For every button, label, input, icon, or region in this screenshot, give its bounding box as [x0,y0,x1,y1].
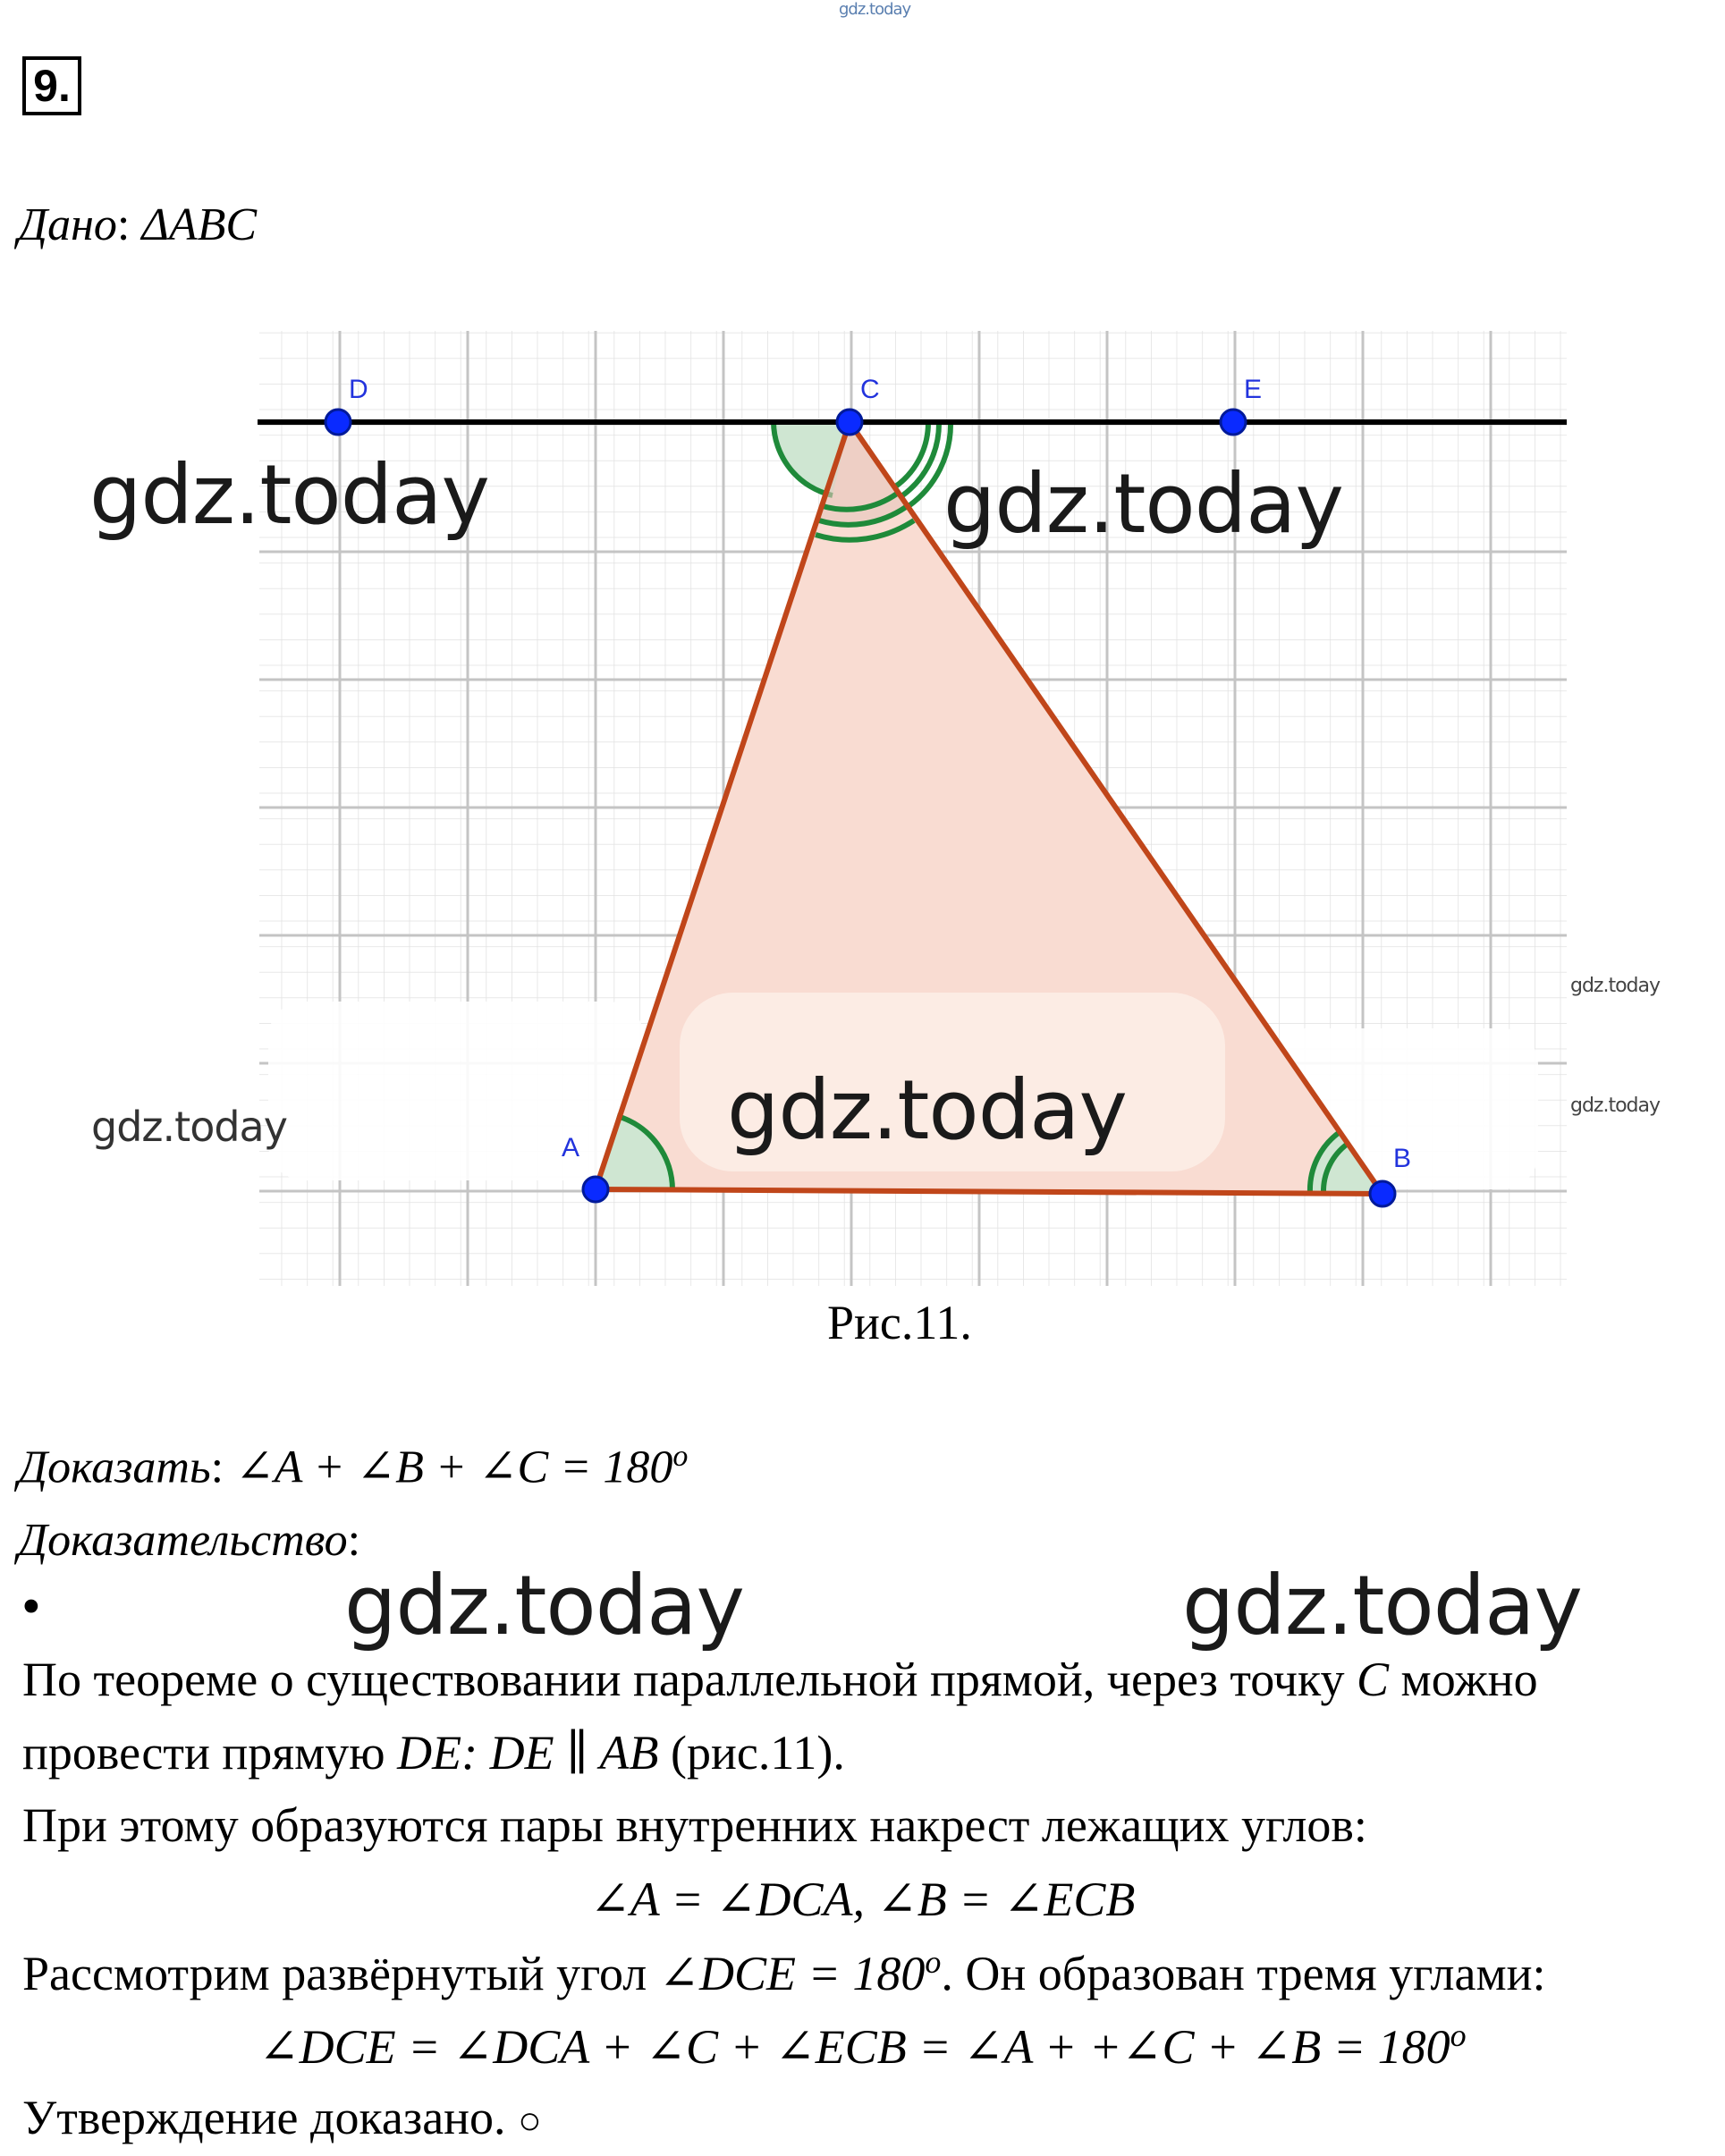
proof-line-1-var: C [1357,1653,1390,1706]
prove-sup: o [672,1440,689,1473]
point-b [1370,1181,1395,1206]
given-label: Дано [18,199,117,250]
proof-equation-1: ∠A = ∠DCA, ∠B = ∠ECB [589,1873,1136,1926]
proof-line-4-start: Рассмотрим развёрнутый угол [22,1947,647,2000]
proof-equation-2 [0,2016,1725,2075]
proof-line-2 [22,1724,845,1780]
watermark-proof-right: gdz.today [1182,1558,1582,1653]
point-e [1221,410,1246,435]
proof-end-mark: ○ [518,2099,542,2143]
figure-caption: Рис.11. [827,1296,972,1349]
point-a [583,1177,608,1202]
watermark-fig-center: gdz.today [727,1062,1127,1158]
given-sep: : [116,199,131,250]
proof-line-1-end: можно [1400,1653,1538,1706]
proof-line-2-end: (рис.11). [671,1726,845,1780]
given-value: ΔABC [141,199,258,250]
label-d: D [349,375,368,404]
prove-line [18,1440,688,1493]
watermark-fig-bottom-left: gdz.today [91,1103,287,1151]
proof-conclusion [22,2090,542,2145]
watermark-fig-left: gdz.today [89,447,489,543]
prove-label: Доказать [18,1442,211,1493]
label-c: C [860,375,880,404]
proof-equation-2-sup: o [1450,2017,1467,2053]
proof-equation-2-text: ∠DCE = ∠DCA + ∠C + ∠ECB = ∠A + +∠C + ∠B = 180 [258,2020,1450,2074]
proof-line-4-end: . Он образован тремя углами: [941,1947,1546,2000]
prove-sep: : [210,1442,224,1493]
point-c [837,410,862,435]
proof-line-4-sup: o [925,1944,942,1980]
proof-line-4 [22,1943,1546,2001]
label-b: B [1393,1144,1412,1173]
proof-line-1-text: По теореме о существовании параллельной прямой, через точку [22,1653,1345,1706]
proof-line-2-start: провести прямую [22,1726,385,1780]
proof-label-line [18,1514,360,1567]
watermark-side-1: gdz.today [1570,975,1661,997]
watermark-fig-right: gdz.today [943,456,1343,552]
watermark-side-2: gdz.today [1570,1095,1661,1117]
problem-number: 9. [22,56,81,115]
point-d [326,410,351,435]
proof-bullet: • [21,1577,41,1637]
prove-value: ∠A + ∠B + ∠C = 180 [235,1442,673,1493]
proof-line-3: При этому образуются пары внутренних накрест лежащих углов: [22,1798,1367,1852]
proof-conclusion-text: Утверждение доказано. [22,2091,506,2144]
proof-line-2-math: DE: DE ∥ AB [397,1726,659,1780]
watermark-proof-left: gdz.today [344,1558,744,1653]
proof-sep: : [347,1515,361,1566]
label-e: E [1244,375,1263,404]
proof-label: Доказательство [18,1515,348,1566]
watermark-top: gdz.today [839,0,911,19]
proof-line-1 [22,1652,1538,1707]
label-a: A [562,1133,580,1163]
proof-line-4-math: ∠DCE = 180 [658,1947,926,2000]
